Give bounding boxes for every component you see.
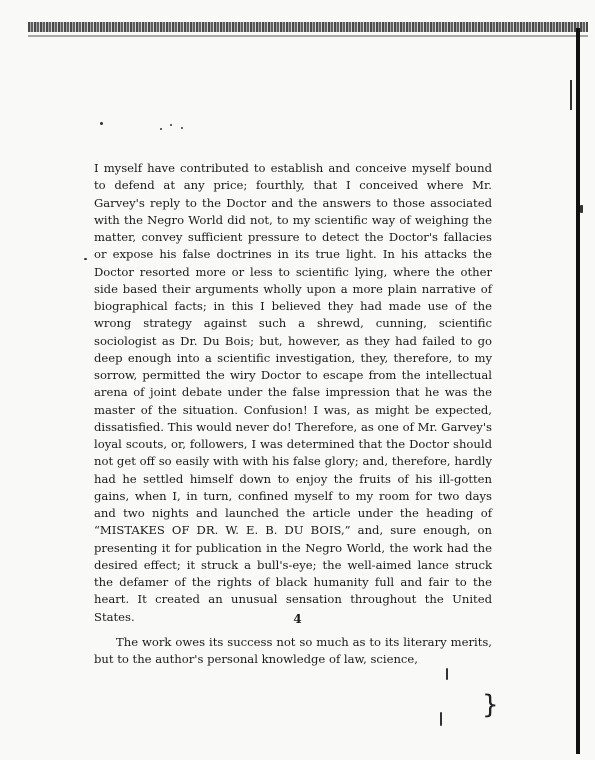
scan-right-edge bbox=[576, 28, 580, 754]
scan-right-mark bbox=[570, 80, 576, 110]
scan-mark-bracket: } bbox=[482, 690, 499, 720]
scan-speck bbox=[580, 205, 583, 213]
scan-top-edge bbox=[28, 22, 588, 32]
scan-speck bbox=[160, 128, 162, 130]
scan-speck bbox=[170, 124, 172, 126]
scan-speck bbox=[181, 127, 183, 129]
paragraph-1: I myself have contributed to establish and conceive myself bound to defend at any price; fourthly, that I conceived where Mr. Garvey's reply to the Doctor and the answers to those associated with the Negro World did not, to my scientific way of weighing the matter, convey sufficient pressure to detect the Doctor's fallacies or expose his false doctrines in its true light. In his attacks the Doctor resorted more or less to scientific lying, where the other side based their arguments wholly upon a more plain narrative of biographical facts; in this I believed they had made use of the wrong strategy against such a shrewd, cunning, scientific sociologist as Dr. Du Bois; but, however, as they had failed to go deep enough into a scientific investigation, they, therefore, to my sorrow, permitted the wiry Doctor to escape from the intellectual arena of joint debate under the false impression that he was the master of the situation. Confusion! I was, as might be expected, dissatisfied. This would never do! Therefore, as one of Mr. Garvey's loyal scouts, or, followers, I was determined that the Doctor should not get off so easily with with his false glory; and, therefore, hardly had he settled himself down to enjoy the fruits of his ill-gotten gains, when I, in turn, confined myself to my room for two days and two nights and launched the article under the heading of “MISTAKES OF DR. W. E. B. DU BOIS,” and, sure enough, on presenting it for publication in the Negro World, the work had the desired effect; it struck a bull's-eye; the well-aimed lance struck the defamer of the rights of black humanity full and fair to the heart. It created an unusual sensation throughout the United States. bbox=[94, 161, 492, 624]
scan-speck bbox=[84, 258, 87, 260]
scan-speck bbox=[100, 122, 103, 125]
paragraph-2: The work owes its success not so much as to its literary merits, but to the author's personal knowledge of law, science, bbox=[94, 634, 492, 666]
page-number: 4 bbox=[293, 612, 302, 626]
scan-speck bbox=[446, 668, 448, 680]
scan-top-rule bbox=[28, 35, 588, 37]
scan-speck bbox=[440, 712, 442, 726]
body-text bbox=[94, 160, 492, 668]
